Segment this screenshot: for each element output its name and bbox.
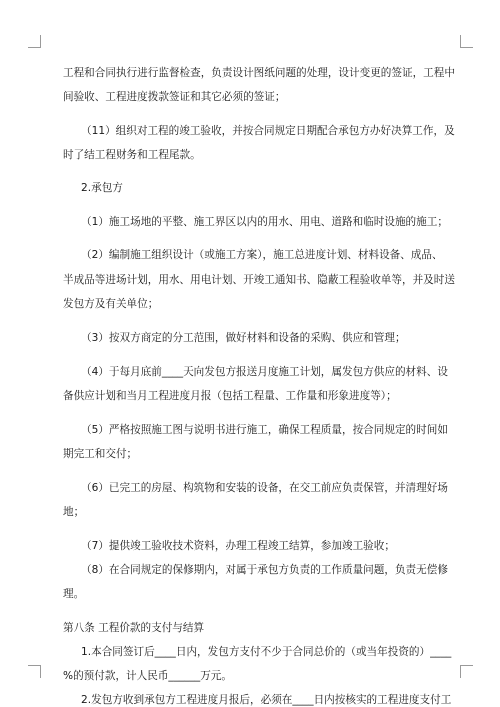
text-line: 期完工和交付； (63, 448, 138, 460)
crop-mark-top-left (28, 35, 41, 48)
text-line: 地； (63, 506, 85, 518)
text-line: （11）组织对工程的竣工验收，并按合同规定日期配合承包方办好决算工作，及 (81, 125, 455, 137)
text-line: 发包方及有关单位； (63, 298, 159, 310)
text-line: 间验收、工程进度拨款签证和其它必须的签证； (63, 91, 286, 103)
text-line: 工程和合同执行进行监督检查，负责设计图纸问题的处理，设计变更的签证，工程中 (63, 67, 455, 79)
text-line: 理。 (63, 588, 85, 600)
text-line: 1.本合同签订后____日内，发包方支付不少于合同总价的（或当年投资的）____ (81, 646, 452, 658)
text-line: %的预付款，计人民币______万元。 (63, 670, 232, 682)
text-line: （3）按双方商定的分工范围，做好材料和设备的采购、供应和管理； (81, 332, 406, 344)
text-line: 备供应计划和当月工程进度月报（包括工程量、工作量和形象进度等）； (63, 390, 397, 402)
text-line: （5）严格按照施工图与说明书进行施工，确保工程质量，按合同规定的时间如 (81, 424, 448, 436)
text-line: （7）提供竣工验收技术资料，办理工程竣工结算，参加竣工验收； (81, 540, 395, 552)
text-line: （1）施工场地的平整、施工界区以内的用水、用电、道路和临时设施的施工； (81, 216, 448, 228)
text-line: （4）于每月底前____天向发包方报送月度施工计划，属发包方供应的材料、设 (81, 366, 448, 378)
crop-mark-bottom-right (460, 665, 473, 678)
crop-mark-bottom-left (28, 665, 41, 678)
text-line: （6）已完工的房屋、构筑物和安装的设备，在交工前应负责保管，并清理好场 (81, 482, 448, 494)
text-line: 半成品等进场计划，用水、用电计划、开竣工通知书、隐蔽工程验收单等，并及时送 (63, 274, 455, 286)
text-line: 时了结工程财务和工程尾款。 (63, 149, 201, 161)
crop-mark-top-right (460, 35, 473, 48)
section-heading: 2.承包方 (81, 182, 123, 194)
text-line: （8）在合同规定的保修期内，对属于承包方负责的工作质量问题，负责无偿修 (81, 564, 448, 576)
text-line: 2.发包方收到承包方工程进度月报后，必须在____日内按核实的工程进度支付工 (81, 694, 452, 706)
text-line: （2）编制施工组织设计（或施工方案），施工总进度计划、材料设备、成品、 (81, 249, 443, 261)
article-heading: 第八条 工程价款的支付与结算 (63, 622, 205, 634)
